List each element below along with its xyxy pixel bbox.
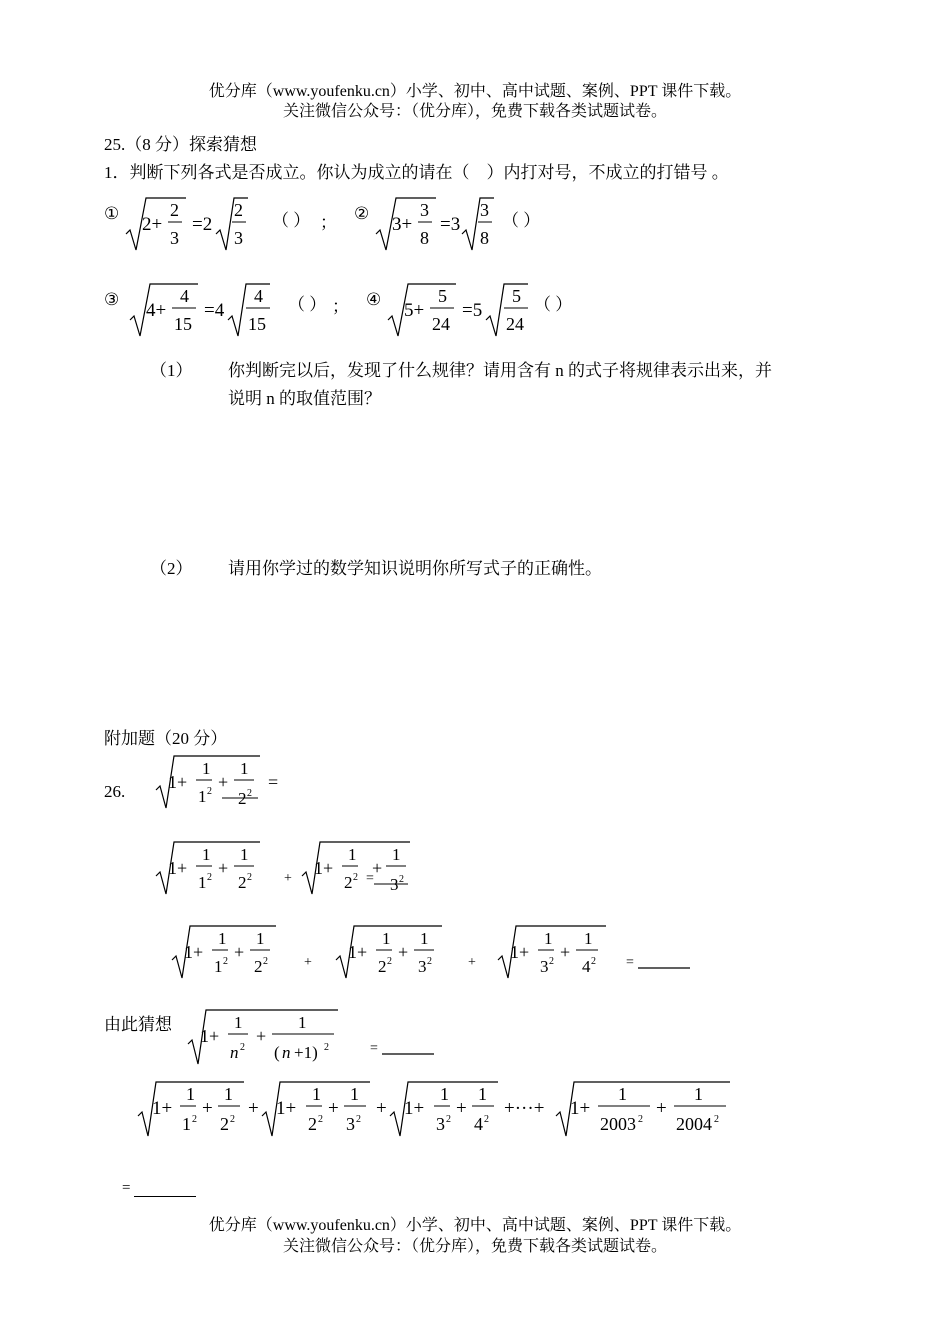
svg-text:2004: 2004 <box>676 1114 712 1134</box>
svg-text:+1): +1) <box>294 1043 318 1062</box>
svg-text:3: 3 <box>390 875 399 894</box>
svg-text:=2: =2 <box>192 214 213 235</box>
svg-text:2: 2 <box>308 1114 317 1134</box>
semicolon-1: ； <box>320 213 337 232</box>
svg-text:+: + <box>456 1098 467 1119</box>
svg-text:4: 4 <box>474 1114 483 1134</box>
svg-text:2: 2 <box>207 786 212 797</box>
svg-text:24: 24 <box>506 314 524 334</box>
svg-text:2: 2 <box>238 873 247 892</box>
svg-text:1+: 1+ <box>348 942 368 962</box>
svg-text:2003: 2003 <box>600 1114 636 1134</box>
svg-text:+···+: +···+ <box>504 1098 545 1119</box>
sub-question-1-text-b: 说明 n 的取值范围？ <box>228 389 381 408</box>
svg-text:1: 1 <box>186 1084 195 1104</box>
formula-guess <box>186 1006 446 1070</box>
svg-text:1: 1 <box>478 1084 487 1104</box>
svg-text:(: ( <box>274 1043 280 1062</box>
guess-label: 由此猜想 <box>104 1015 172 1034</box>
svg-text:5+: 5+ <box>404 300 425 321</box>
svg-text:1+: 1+ <box>570 1098 591 1119</box>
svg-text:2: 2 <box>254 957 263 976</box>
svg-text:2: 2 <box>247 872 252 883</box>
svg-text:1: 1 <box>440 1084 449 1104</box>
svg-text:1: 1 <box>694 1084 703 1104</box>
svg-text:1+: 1+ <box>168 772 188 792</box>
svg-text:+: + <box>376 1098 387 1119</box>
svg-text:1: 1 <box>224 1084 233 1104</box>
svg-text:1: 1 <box>198 787 207 806</box>
svg-text:1+: 1+ <box>276 1098 297 1119</box>
svg-text:2: 2 <box>399 874 404 885</box>
question-26-label: 26. <box>104 782 126 801</box>
formula-1 <box>124 194 264 256</box>
svg-text:+: + <box>328 1098 339 1119</box>
final-answer-blank[interactable] <box>134 1196 196 1197</box>
svg-text:1+: 1+ <box>168 858 188 878</box>
svg-text:8: 8 <box>480 228 489 248</box>
circled-2: ② <box>354 204 370 223</box>
sub-question-2-number: （2） <box>150 559 193 578</box>
svg-text:2: 2 <box>484 1114 489 1125</box>
svg-text:2: 2 <box>446 1114 451 1125</box>
svg-text:+: + <box>284 871 292 886</box>
svg-text:3: 3 <box>480 200 489 220</box>
svg-text:4: 4 <box>254 286 263 306</box>
svg-text:3: 3 <box>346 1114 355 1134</box>
formula-26-line-1 <box>154 752 294 814</box>
svg-text:5: 5 <box>438 286 447 306</box>
question-25-item-1: 1．判断下列各式是否成立。你认为成立的请在（ ）内打对号，不成立的打错号 。 <box>104 163 729 182</box>
svg-text:2: 2 <box>353 872 358 883</box>
svg-text:1+: 1+ <box>510 942 530 962</box>
svg-text:2: 2 <box>207 872 212 883</box>
svg-text:+: + <box>656 1098 667 1119</box>
svg-text:=: = <box>370 1041 378 1056</box>
formula-sum <box>136 1078 736 1142</box>
svg-text:1: 1 <box>256 929 265 948</box>
svg-text:4: 4 <box>582 957 591 976</box>
svg-text:+: + <box>202 1098 213 1119</box>
svg-text:1: 1 <box>240 845 249 864</box>
svg-text:1+: 1+ <box>200 1026 220 1046</box>
svg-text:1: 1 <box>298 1013 307 1032</box>
svg-text:5: 5 <box>512 286 521 306</box>
svg-text:2: 2 <box>223 956 228 967</box>
svg-text:1: 1 <box>202 759 211 778</box>
answer-paren-2[interactable]: （ ） <box>502 211 541 230</box>
formula-3 <box>128 280 278 342</box>
svg-text:1+: 1+ <box>184 942 204 962</box>
sub-question-2-text: 请用你学过的数学知识说明你所写式子的正确性。 <box>228 559 602 578</box>
formula-4 <box>386 280 536 342</box>
circled-4: ④ <box>366 290 382 309</box>
svg-text:1+: 1+ <box>314 858 334 878</box>
svg-text:+: + <box>234 942 245 962</box>
svg-text:15: 15 <box>174 314 192 334</box>
svg-text:+: + <box>218 858 229 878</box>
svg-text:2: 2 <box>318 1114 323 1125</box>
svg-text:+: + <box>372 858 383 878</box>
svg-text:2: 2 <box>240 1042 245 1053</box>
svg-text:+: + <box>398 942 409 962</box>
bonus-title: 附加题（20 分） <box>104 729 228 748</box>
svg-text:n: n <box>230 1043 239 1062</box>
svg-text:1+: 1+ <box>152 1098 173 1119</box>
svg-text:3: 3 <box>540 957 549 976</box>
svg-text:1: 1 <box>382 929 391 948</box>
svg-text:24: 24 <box>432 314 450 334</box>
sub-question-1-text-a: 你判断完以后，发现了什么规律？请用含有 n 的式子将规律表示出来，并 <box>228 361 772 380</box>
header-line-1: 优分库（www.youfenku.cn）小学、初中、高中试题、案例、PPT 课件下载。 <box>208 83 742 100</box>
svg-text:8: 8 <box>420 228 429 248</box>
svg-text:1: 1 <box>544 929 553 948</box>
svg-text:1: 1 <box>584 929 593 948</box>
footer-line-1: 优分库（www.youfenku.cn）小学、初中、高中试题、案例、PPT 课件下载。 <box>208 1217 742 1234</box>
svg-text:1: 1 <box>234 1013 243 1032</box>
svg-text:2: 2 <box>378 957 387 976</box>
svg-text:3: 3 <box>418 957 427 976</box>
formula-2 <box>374 194 504 256</box>
svg-text:=3: =3 <box>440 214 461 235</box>
svg-text:2: 2 <box>714 1114 719 1125</box>
svg-text:=: = <box>626 955 634 970</box>
svg-text:2: 2 <box>170 200 179 220</box>
svg-text:1: 1 <box>392 845 401 864</box>
svg-text:=5: =5 <box>462 300 483 321</box>
svg-text:2: 2 <box>549 956 554 967</box>
svg-text:+: + <box>468 955 476 970</box>
svg-text:3+: 3+ <box>392 214 413 235</box>
svg-text:2: 2 <box>230 1114 235 1125</box>
formula-26-line-2 <box>154 838 424 900</box>
semicolon-2: ； <box>332 297 349 316</box>
svg-text:1: 1 <box>618 1084 627 1104</box>
svg-text:3: 3 <box>436 1114 445 1134</box>
svg-text:2: 2 <box>387 956 392 967</box>
svg-text:=: = <box>366 871 374 886</box>
svg-text:1: 1 <box>198 873 207 892</box>
svg-text:+: + <box>560 942 571 962</box>
svg-text:2: 2 <box>356 1114 361 1125</box>
answer-paren-1[interactable]: （ ） <box>272 211 311 230</box>
svg-text:n: n <box>282 1043 291 1062</box>
svg-text:+: + <box>304 955 312 970</box>
svg-text:=4: =4 <box>204 300 225 321</box>
svg-text:2: 2 <box>427 956 432 967</box>
svg-text:3: 3 <box>420 200 429 220</box>
answer-paren-4[interactable]: （ ） <box>534 295 573 314</box>
circled-1: ① <box>104 204 120 223</box>
footer-line-2: 关注微信公众号：（优分库），免费下载各类试题试卷。 <box>282 1238 667 1255</box>
svg-text:1: 1 <box>240 759 249 778</box>
svg-text:3: 3 <box>234 228 243 248</box>
svg-text:2: 2 <box>263 956 268 967</box>
svg-text:2: 2 <box>238 789 247 808</box>
svg-text:+: + <box>248 1098 259 1119</box>
svg-text:2: 2 <box>324 1042 329 1053</box>
svg-text:15: 15 <box>248 314 266 334</box>
svg-text:1: 1 <box>350 1084 359 1104</box>
svg-text:4: 4 <box>180 286 189 306</box>
header-line-2: 关注微信公众号：（优分库），免费下载各类试题试卷。 <box>282 103 667 120</box>
svg-text:2+: 2+ <box>142 214 163 235</box>
svg-text:1: 1 <box>214 957 223 976</box>
svg-text:1: 1 <box>182 1114 191 1134</box>
svg-text:1: 1 <box>420 929 429 948</box>
svg-text:1: 1 <box>218 929 227 948</box>
circled-3: ③ <box>104 290 120 309</box>
svg-text:1: 1 <box>202 845 211 864</box>
svg-text:4+: 4+ <box>146 300 167 321</box>
svg-text:1+: 1+ <box>404 1098 425 1119</box>
svg-text:1: 1 <box>312 1084 321 1104</box>
svg-text:2: 2 <box>234 200 243 220</box>
svg-text:2: 2 <box>344 873 353 892</box>
svg-text:2: 2 <box>247 788 252 799</box>
final-equals: = <box>122 1180 131 1196</box>
svg-text:2: 2 <box>220 1114 229 1134</box>
svg-text:2: 2 <box>638 1114 643 1125</box>
svg-text:1: 1 <box>348 845 357 864</box>
svg-text:+: + <box>256 1026 267 1046</box>
answer-paren-3[interactable]: （ ） <box>288 295 327 314</box>
svg-text:2: 2 <box>192 1114 197 1125</box>
svg-text:=: = <box>268 772 279 792</box>
sub-question-1-number: （1） <box>150 361 193 380</box>
formula-26-line-3 <box>170 922 710 984</box>
svg-text:+: + <box>218 772 229 792</box>
question-25-title: 25.（8 分）探索猜想 <box>104 135 257 154</box>
svg-text:2: 2 <box>591 956 596 967</box>
svg-text:3: 3 <box>170 228 179 248</box>
